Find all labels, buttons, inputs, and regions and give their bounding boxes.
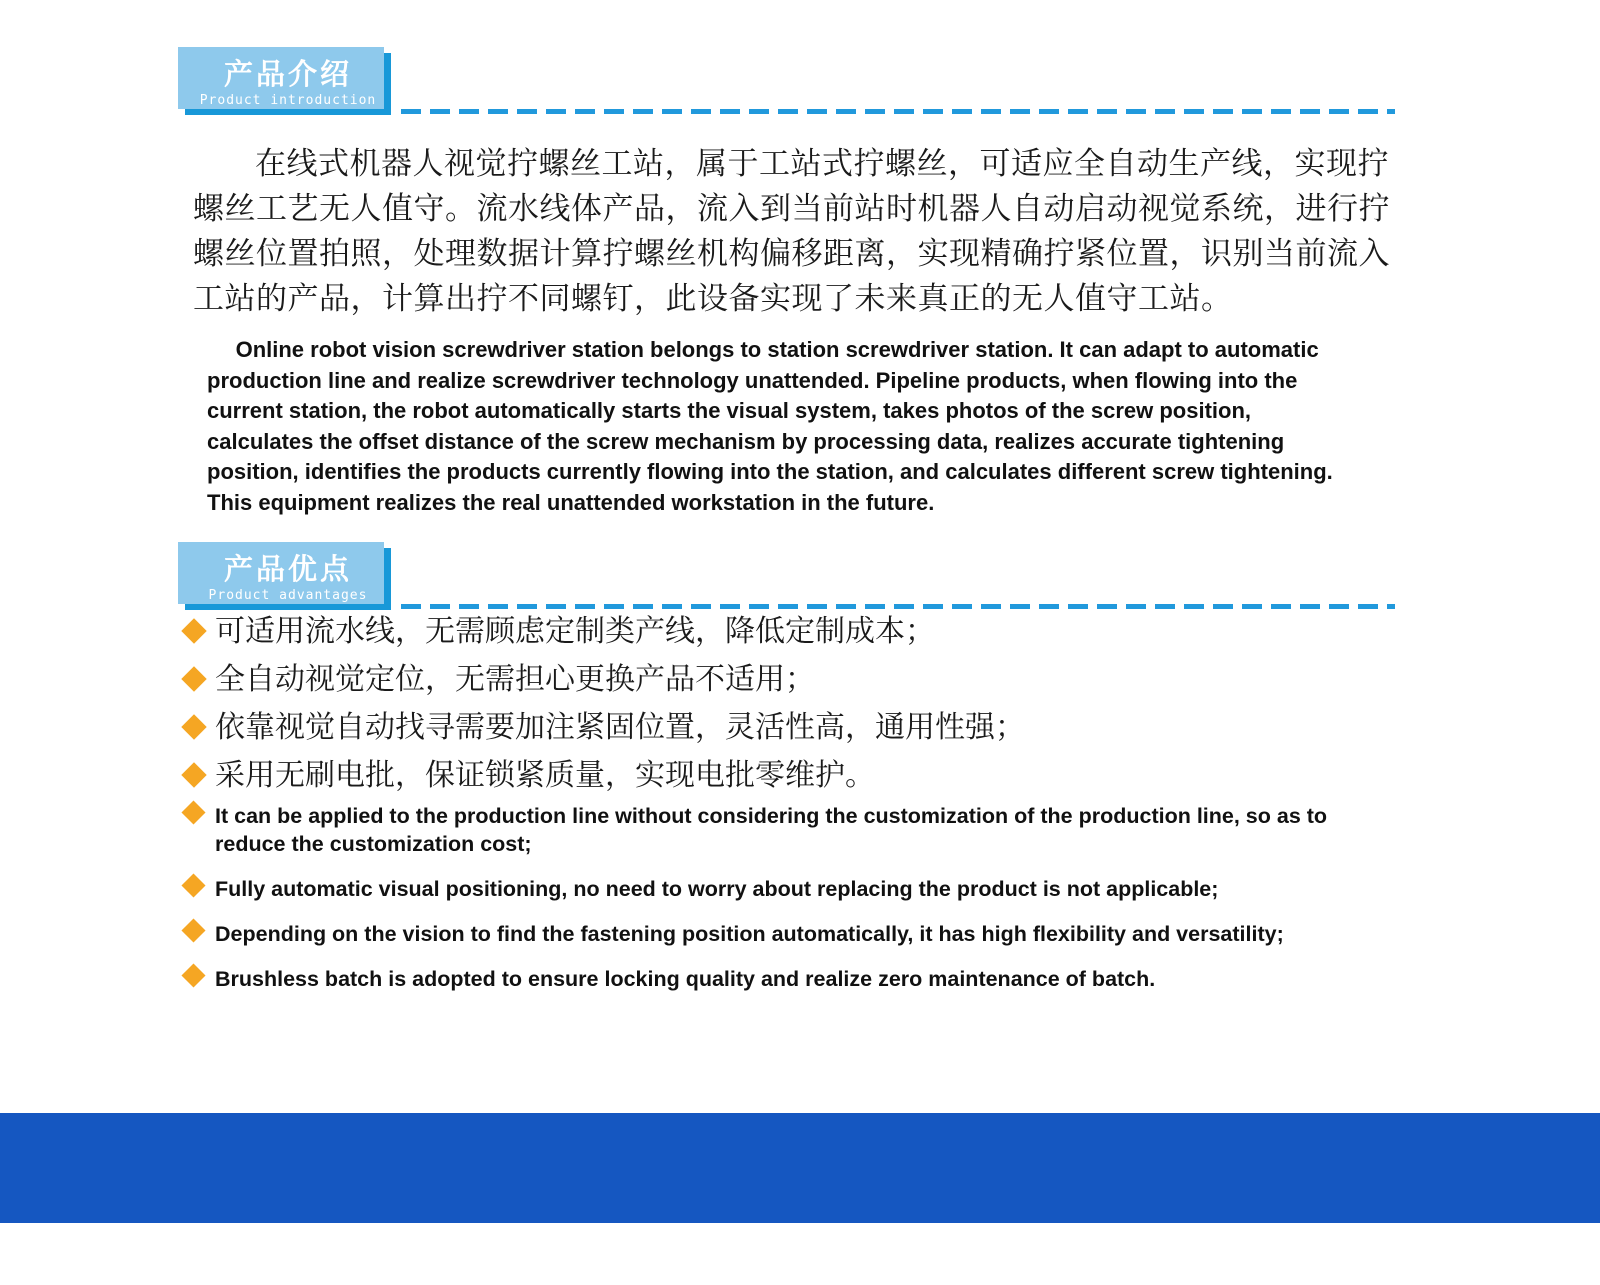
diamond-bullet-icon [181, 666, 206, 691]
advantage-text-en: It can be applied to the production line without considering the customization of the production line, so as to reduce the customization cost; [215, 804, 1328, 856]
advantages-badge-row [185, 548, 1395, 610]
diamond-bullet-icon [181, 800, 205, 824]
product-advantages-badge [185, 548, 391, 610]
product-introduction-badge [185, 53, 391, 115]
badge-subtitle-en: Product advantages [208, 588, 368, 604]
advantage-text-cn: 采用无刷电批，保证锁紧质量，实现电批零维护。 [215, 759, 875, 792]
advantage-item-cn [185, 706, 1395, 750]
advantage-item-en [185, 920, 1350, 948]
advantage-item-en [185, 965, 1350, 993]
diamond-bullet-icon [181, 714, 206, 739]
diamond-bullet-icon [181, 963, 205, 987]
diamond-bullet-icon [181, 762, 206, 787]
advantage-item-cn [185, 610, 1395, 654]
badge-subtitle-en: Product introduction [199, 93, 377, 109]
advantage-item-cn [185, 658, 1395, 702]
footer-band [0, 1113, 1600, 1223]
advantage-item-cn [185, 754, 1395, 798]
diamond-bullet-icon [181, 618, 206, 643]
dashed-divider [401, 109, 1395, 114]
advantage-item-en [185, 875, 1350, 903]
advantage-text-en: Fully automatic visual positioning, no need to worry about replacing the product is not applicable; [215, 877, 1219, 901]
badge-title-cn: 产品介绍 [223, 58, 352, 91]
advantage-text-cn: 依靠视觉自动找寻需要加注紧固位置，灵活性高，通用性强； [215, 711, 1025, 744]
advantage-text-cn: 可适用流水线，无需顾虑定制类产线，降低定制成本； [215, 615, 935, 648]
advantage-item-en [185, 802, 1350, 858]
intro-paragraph-cn: 在线式机器人视觉拧螺丝工站，属于工站式拧螺丝，可适应全自动生产线，实现拧螺丝工艺无人值守。流水线体产品，流入到当前站时机器人自动启动视觉系统，进行拧螺丝位置拍照，处理数据计算拧螺丝机构偏移距离，实现精确拧紧位置，识别当前流入工站的产品，计算出拧不同螺钉，此设备实现了未来真正的无人值守工站。 [193, 146, 1390, 316]
product-introduction-section [0, 0, 1600, 518]
intro-badge-row [185, 53, 1395, 115]
advantage-text-en: Depending on the vision to find the fastening position automatically, it has high flexibility and versatility; [215, 922, 1284, 946]
advantage-text-cn: 全自动视觉定位，无需担心更换产品不适用； [215, 663, 815, 696]
intro-paragraph-en: Online robot vision screwdriver station belongs to station screwdriver station. It can adapt to automatic production line and realize screwdriver technology unattended. Pipeline products, when flowing into the current station, the robot automatically starts the visual system, takes photos of the screw position, calculates the offset distance of the screw mechanism by processing data, realizes accurate tightening position, identifies the products currently flowing into the station, and calculates different screw tightening. This equipment realizes the real unattended workstation in the future. [207, 337, 1333, 515]
advantages-list-en [185, 802, 1395, 993]
advantages-list-cn [185, 610, 1395, 798]
diamond-bullet-icon [181, 873, 205, 897]
dashed-divider [401, 604, 1395, 609]
product-advantages-section [0, 548, 1600, 993]
badge-title-cn: 产品优点 [223, 553, 352, 586]
diamond-bullet-icon [181, 918, 205, 942]
advantage-text-en: Brushless batch is adopted to ensure locking quality and realize zero maintenance of batch. [215, 967, 1156, 991]
